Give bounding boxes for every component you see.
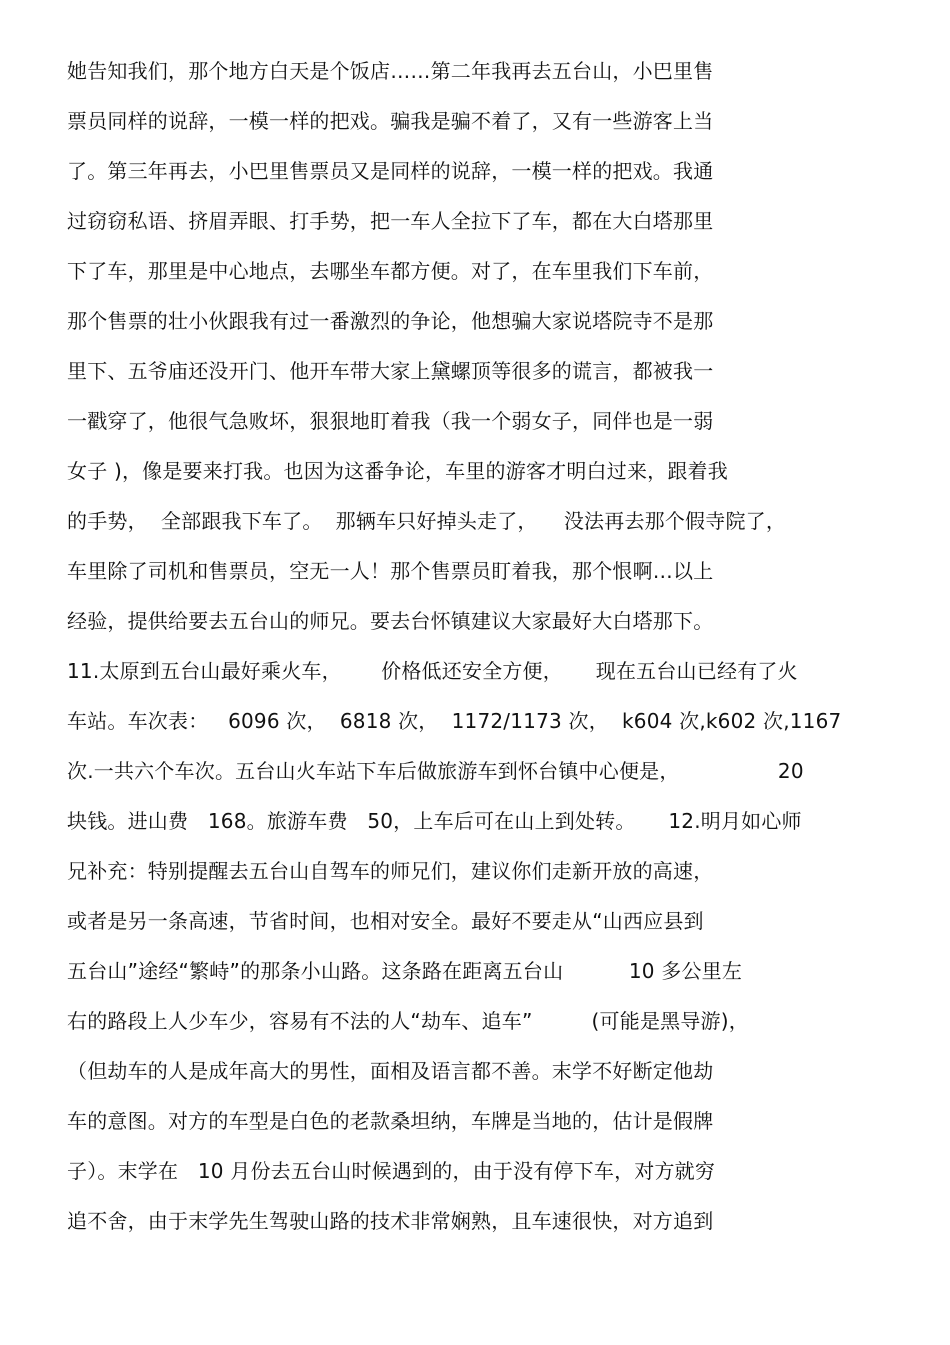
text-line: 了。第三年再去，小巴里售票员又是同样的说辞，一模一样的把戏。我通 bbox=[67, 159, 714, 183]
text-line: 五台山”途经“繁峙”的那条小山路。这条路在距离五台山 10 多公里左 bbox=[67, 959, 743, 983]
text-line: 或者是另一条高速，节省时间，也相对安全。最好不要走从“山西应县到 bbox=[67, 909, 704, 933]
text-line: 票员同样的说辞，一模一样的把戏。骗我是骗不着了，又有一些游客上当 bbox=[67, 109, 714, 133]
text-line: 车的意图。对方的车型是白色的老款桑坦纳，车牌是当地的，估计是假牌 bbox=[67, 1109, 714, 1133]
text-line: 子）。末学在 10 月份去五台山时候遇到的，由于没有停下车，对方就穷 bbox=[67, 1159, 716, 1183]
text-line: 块钱。进山费 168。旅游车费 50，上车后可在山上到处转。 12.明月如心师 bbox=[67, 809, 802, 833]
text-line: 她告知我们，那个地方白天是个饭店……第二年我再去五台山，小巴里售 bbox=[67, 59, 714, 83]
text-line: （但劫车的人是成年高大的男性，面相及语言都不善。末学不好断定他劫 bbox=[67, 1059, 714, 1083]
text-line: 里下、五爷庙还没开门、他开车带大家上黛螺顶等很多的谎言，都被我一 bbox=[67, 359, 714, 383]
text-line: 11.太原到五台山最好乘火车， 价格低还安全方便， 现在五台山已经有了火 bbox=[67, 659, 798, 683]
text-line: 过窃窃私语、挤眉弄眼、打手势，把一车人全拉下了车，都在大白塔那里 bbox=[67, 209, 714, 233]
text-line: 一戳穿了，他很气急败坏，狠狠地盯着我（我一个弱女子，同伴也是一弱 bbox=[67, 409, 714, 433]
text-line: 右的路段上人少车少，容易有不法的人“劫车、追车” (可能是黑导游)， bbox=[67, 1009, 749, 1033]
text-line: 车站。车次表： 6096 次， 6818 次， 1172/1173 次， k604 次,k602 次,1167 bbox=[67, 709, 842, 733]
text-line: 女子 )，像是要来打我。也因为这番争论，车里的游客才明白过来，跟着我 bbox=[67, 459, 728, 483]
text-line: 经验，提供给要去五台山的师兄。要去台怀镇建议大家最好大白塔那下。 bbox=[67, 609, 714, 633]
text-line: 兄补充：特别提醒去五台山自驾车的师兄们，建议你们走新开放的高速， bbox=[67, 859, 714, 883]
text-line: 车里除了司机和售票员，空无一人！那个售票员盯着我，那个恨啊…以上 bbox=[67, 559, 714, 583]
text-line: 的手势， 全部跟我下车了。 那辆车只好掉头走了， 没法再去那个假寺院了， bbox=[67, 509, 787, 533]
text-line: 次.一共六个车次。五台山火车站下车后做旅游车到怀台镇中心便是， 20 bbox=[67, 759, 804, 783]
text-line: 下了车，那里是中心地点，去哪坐车都方便。对了，在车里我们下车前， bbox=[67, 259, 714, 283]
text-line: 追不舍，由于末学先生驾驶山路的技术非常娴熟，且车速很快，对方追到 bbox=[67, 1209, 714, 1233]
text-line: 那个售票的壮小伙跟我有过一番激烈的争论，他想骗大家说塔院寺不是那 bbox=[67, 309, 714, 333]
